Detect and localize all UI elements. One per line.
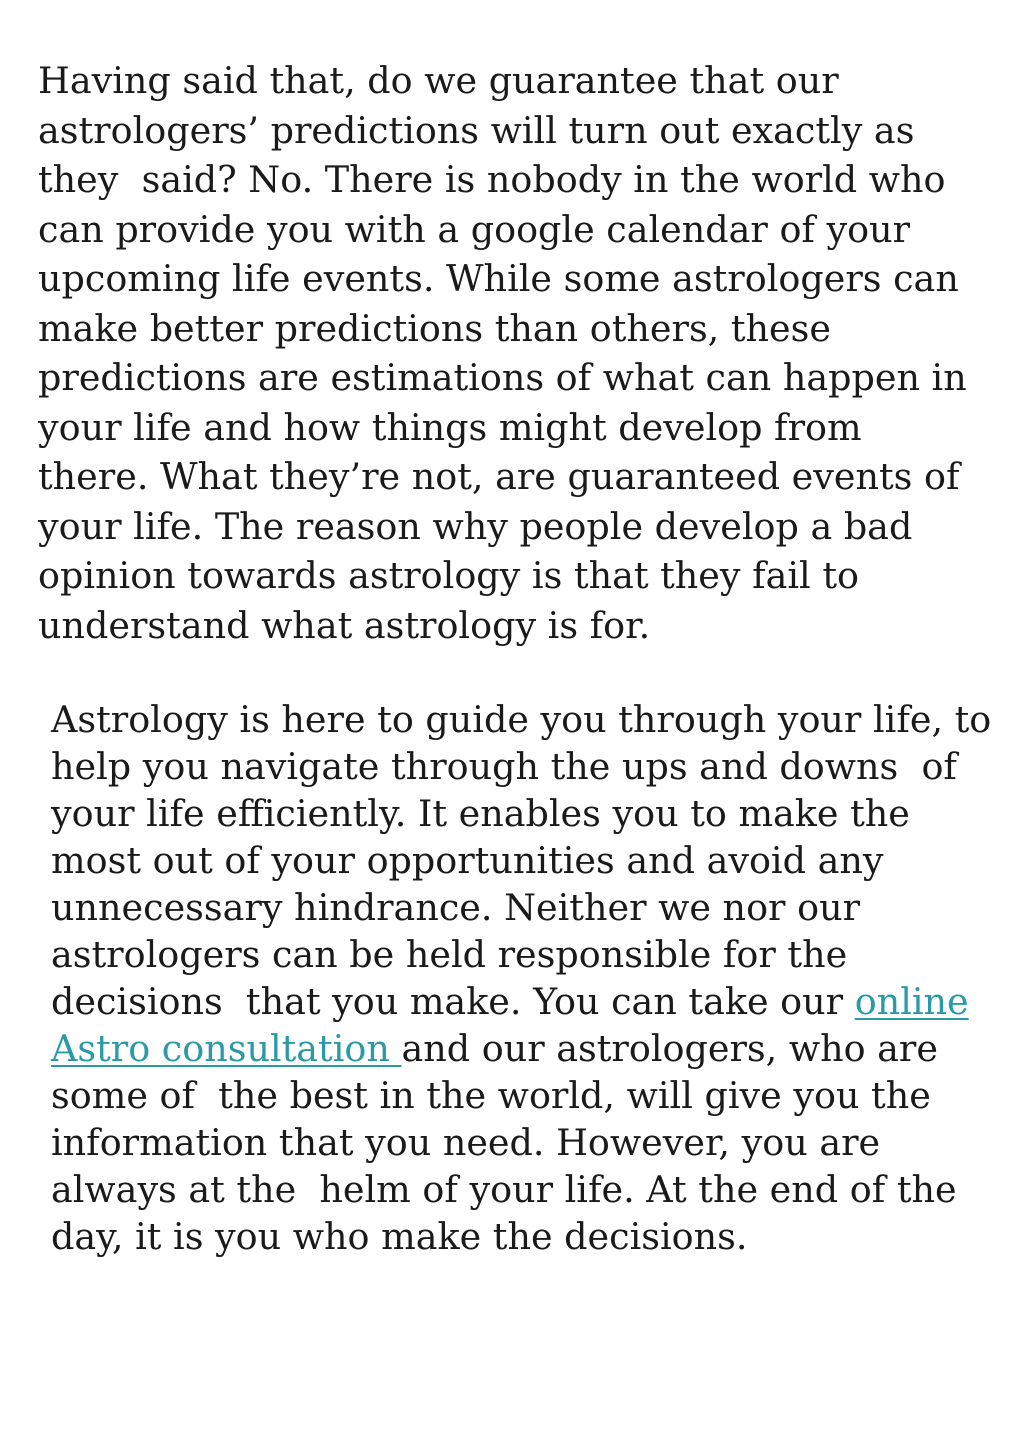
paragraph-line: most out of your opportunities and avoid any bbox=[51, 839, 884, 882]
line-text: decisions that you make. You can take our bbox=[51, 980, 855, 1023]
paragraph-line: opinion towards astrology is that they fail to bbox=[38, 554, 859, 597]
paragraph-guarantee bbox=[38, 56, 967, 650]
paragraph-line: they said? No. There is nobody in the world who bbox=[38, 158, 946, 201]
paragraph-line: there. What they’re not, are guaranteed events of bbox=[38, 455, 960, 498]
line-text: and our astrologers, who are bbox=[401, 1027, 938, 1070]
paragraph-line: astrologers’ predictions will turn out exactly as bbox=[38, 108, 915, 152]
paragraph-line: predictions are estimations of what can happen in bbox=[38, 356, 967, 399]
online-astro-consultation-link[interactable]: online bbox=[854, 980, 969, 1023]
paragraph-line: understand what astrology is for. bbox=[38, 603, 651, 647]
paragraph-line: your life efficiently. It enables you to make the bbox=[51, 792, 910, 835]
paragraph-line: information that you need. However, you are bbox=[51, 1121, 881, 1164]
paragraph-line: help you navigate through the ups and downs of bbox=[51, 745, 957, 788]
paragraph-line: can provide you with a google calendar of your bbox=[38, 207, 911, 251]
paragraph-line: your life and how things might develop from bbox=[38, 405, 862, 449]
paragraph-line-with-link bbox=[51, 978, 991, 1025]
paragraph-guidance bbox=[51, 696, 991, 1260]
paragraph-line: upcoming life events. While some astrologers can bbox=[38, 257, 959, 300]
paragraph-line: your life. The reason why people develop a bad bbox=[38, 504, 913, 548]
paragraph-line: Having said that, do we guarantee that our bbox=[38, 59, 839, 102]
paragraph-line: make better predictions than others, these bbox=[38, 306, 831, 350]
paragraph-line: some of the best in the world, will give you the bbox=[51, 1074, 931, 1117]
online-astro-consultation-link-continued[interactable]: Astro consultation bbox=[51, 1027, 402, 1070]
paragraph-line: day, it is you who make the decisions. bbox=[51, 1215, 748, 1258]
paragraph-line: Astrology is here to guide you through your life, to bbox=[51, 698, 992, 741]
paragraph-line-with-link bbox=[51, 1025, 991, 1072]
paragraph-line: unnecessary hindrance. Neither we nor our bbox=[51, 886, 861, 929]
paragraph-line: astrologers can be held responsible for the bbox=[51, 933, 848, 976]
paragraph-line: always at the helm of your life. At the end of the bbox=[51, 1168, 957, 1211]
